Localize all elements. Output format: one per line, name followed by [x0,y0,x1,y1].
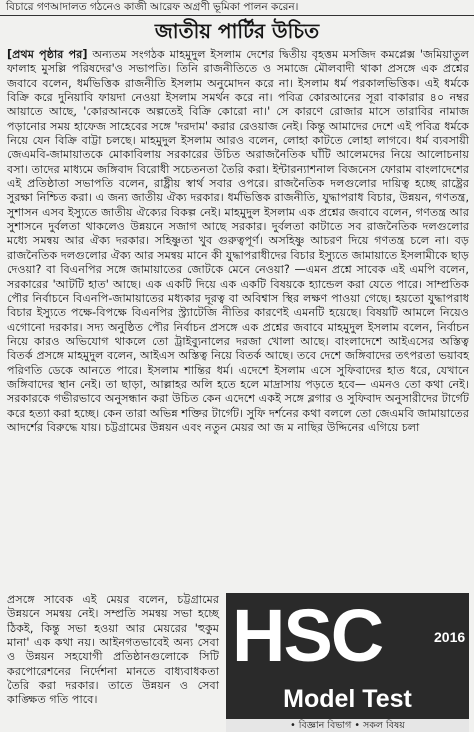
previous-article-last-line: বিচারে গণআদালত গঠনেও কাজী আরেফ অগ্রণী ভূমিকা পালন করেন। [6,1,299,13]
hsc-model-test-advertisement [226,593,469,732]
article-body [7,48,469,435]
ad-year: 2016 [434,629,466,645]
ad-subtitle: Model Test [283,685,412,713]
continued-from-front-page-label: [প্রথম পৃষ্ঠার পর] [7,48,88,61]
article-body-text: অন্যতম সংগঠক মাহমুদুল ইসলাম দেশের দ্বিতীয় বৃহত্তম মসজিদ কমপ্লেক্স 'জমিয়াতুল ফালাহ মুসল্লি পরিষদের'ও সভাপতি। তিনি রাজনীতিতে ও সমাজে মৌলবাদী থাকা প্রসঙ্গে এক প্রশ্নের জবাবে বলেন, ধর্মভিত্তিক রাজনীতি ইসলাম অনুমোদন করে না। ইসলাম ধর্ম পরকালভিত্তিক। এই ধর্মকে বিক্রি করে দুনিয়াবি ফায়দা নেওয়া ইসলাম সমর্থন করে না। পবিত্র কোরআনের সূরা বাকারার ৪০ নম্বর আয়াতে আছে, 'কোরআনকে অল্পতেই বিক্রি কোরো না।' সে কারণে রোজার মাসে তারাবির নামাজ পড়ানোর সময় হাফেজ সাহেবের সঙ্গে 'দরদাম' করার রেওয়াজ নেই। কিন্তু আমাদের দেশে এই পবিত্র ধর্মকে নিয়ে যেন বিক্রি বাট্টা চলছে। মাহমুদুল ইসলাম আরও বলেন, লোহা কাটতে লোহা লাগবে। ধর্ম ব্যবসায়ী জেএমবি-জামায়াতকে মোকাবিলায় সরকারের উচিত অরাজনৈতিক ঘাঁটি আলেমদের নিয়ে আলোচনায় বসা। তাদের মাধ্যমে জঙ্গিবাদ বিরোধী সচেতনতা তৈরি করা। ইন্টারন্যাশনাল বিজনেস ফোরাম বাংলাদেশের এই প্রতিষ্ঠাতা সভাপতি বলেন, রাষ্ট্রীয় স্বার্থ সবার ওপরে। রাজনৈতিক দলগুলোর দায়িত্ব হচ্ছে রাষ্ট্রের সুরক্ষা নিশ্চিত করা। এ জন্য জাতীয় ঐক্য দরকার। ধর্মভিত্তিক রাজনীতি, যুদ্ধাপরাধ বিচার, উন্নয়ন, গণতন্ত্র, সুশাসন এসব ইস্যুতে জাতীয় ঐক্যের বিকল্প নেই। মাহমুদুল ইসলাম এক প্রশ্নের জবাবে বলেন, গণতন্ত্র আর সুশাসনে দুর্বলতা থাকলেও উন্নয়নে সজাগ আছে সরকার। দুর্বলতা কাটাতে সব রাজনৈতিক দলগুলোর মধ্যে সমন্বয় আর ঐক্য দরকার। সহিষ্ণুতা খুব গুরুত্বপূর্ণ। অসহিষ্ণু আচরণ দিয়ে গণতন্ত্র চলে না। বড় রাজনৈতিক দলগুলোর ঐক্য আর সমন্বয় মানে কী যুদ্ধাপরাধীদের বিচার ইস্যুতে জামায়াতে ইসলামীকে ছাড় দেওয়া? বা বিএনপির সঙ্গে জামায়াতের জোটকে মেনে নেওয়া? —এমন প্রশ্নে সাবেক এই এমপি বলেন, সরকারের 'আটটি হাত' আছে। এক একটি দিয়ে এক একটি বিষয়কে হ্যান্ডেল করা যেতে পারে। সাম্প্রতিক পৌর নির্বাচনে বিএনপি-জামায়াতের মধ্যকার দূরত্ব বা অবিশ্বাস স্থির লক্ষণ পাওয়া গেছে। হয়তো যুদ্ধাপরাধ বিচার ইস্যুতে পক্ষে-বিপক্ষে বিএনপির স্ট্র্যাটেজি নীতির কারণেই এমনটি হয়েছে। বিষয়টি আমলে নিয়েও এগোনো দরকার। সদ্য অনুষ্ঠিত পৌর নির্বাচন প্রসঙ্গে এক প্রশ্নের জবাবে মাহমুদুল ইসলাম বলেন, নির্বাচন নিয়ে কারও অভিযোগ থাকলে তো ট্রাইব্যুনালের দরজা খোলা আছে। বাংলাদেশে আইএসের অস্তিত্ব বিতর্ক প্রসঙ্গে মাহমুদুল বলেন, আইএস অস্তিত্ব নিয়ে বিতর্ক আছে। তবে দেশে জঙ্গিবাদের তৎপরতা ভয়াবহ পরিণতি ডেকে আনতে পারে। ইসলাম শান্তির ধর্ম। এদেশে ইসলাম এসে সুফিবাদের হাত ধরে, যেখানে জঙ্গিবাদের স্থান নেই। তা ছাড়া, আল্লাহর অলি হতে হলে মাদ্রাসায় পড়তে হবে— এমনও তো কথা নেই। সরকারকে গভীরভাবে অনুসন্ধান করা উচিত কেন এদেশে একই সঙ্গে ব্লগার ও সুফিবাদ অনুসারীদের টার্গেট করে হত্যা করা হচ্ছে। কেন তারা অভিন্ন শক্তির টার্গেট। সুফি দর্শনের কথা বললে তো জেএমবি জামায়াতের আদর্শের বিরুদ্ধে যায়। চট্টগ্রামের উন্নয়ন এবং নতুন মেয়র আ জ ম নাছির উদ্দিনের এগিয়ে চলা [7,48,469,434]
section-divider [0,15,474,16]
article-continuation-text: প্রসঙ্গে সাবেক এই মেয়র বলেন, চট্টগ্রামের উন্নয়নে সমন্বয় নেই। সম্প্রতি সমন্বয় সভা হচ্ছে ঠিকই, কিন্তু সভা হওয়া আর মেয়রের 'হুকুম মানা' এক কথা নয়। আইনগতভাবেই অন্য সেবা ও উন্নয়ন সহযোগী প্রতিষ্ঠানগুলোকে সিটি করপোরেশনের নির্দেশনা মানতে বাধ্যবাধকতা তৈরি করা দরকার। তাতে উন্নয়ন ও সেবা কাঙ্ক্ষিত গতি পাবে। [7,593,219,707]
article-headline: জাতীয় পার্টির উচিত [154,19,320,43]
ad-subject-strip: • বিজ্ঞান বিভাগ • সকল বিষয় [226,719,469,732]
article-continuation [7,593,219,708]
article-paragraph [7,48,469,435]
ad-title: HSC [232,594,383,677]
